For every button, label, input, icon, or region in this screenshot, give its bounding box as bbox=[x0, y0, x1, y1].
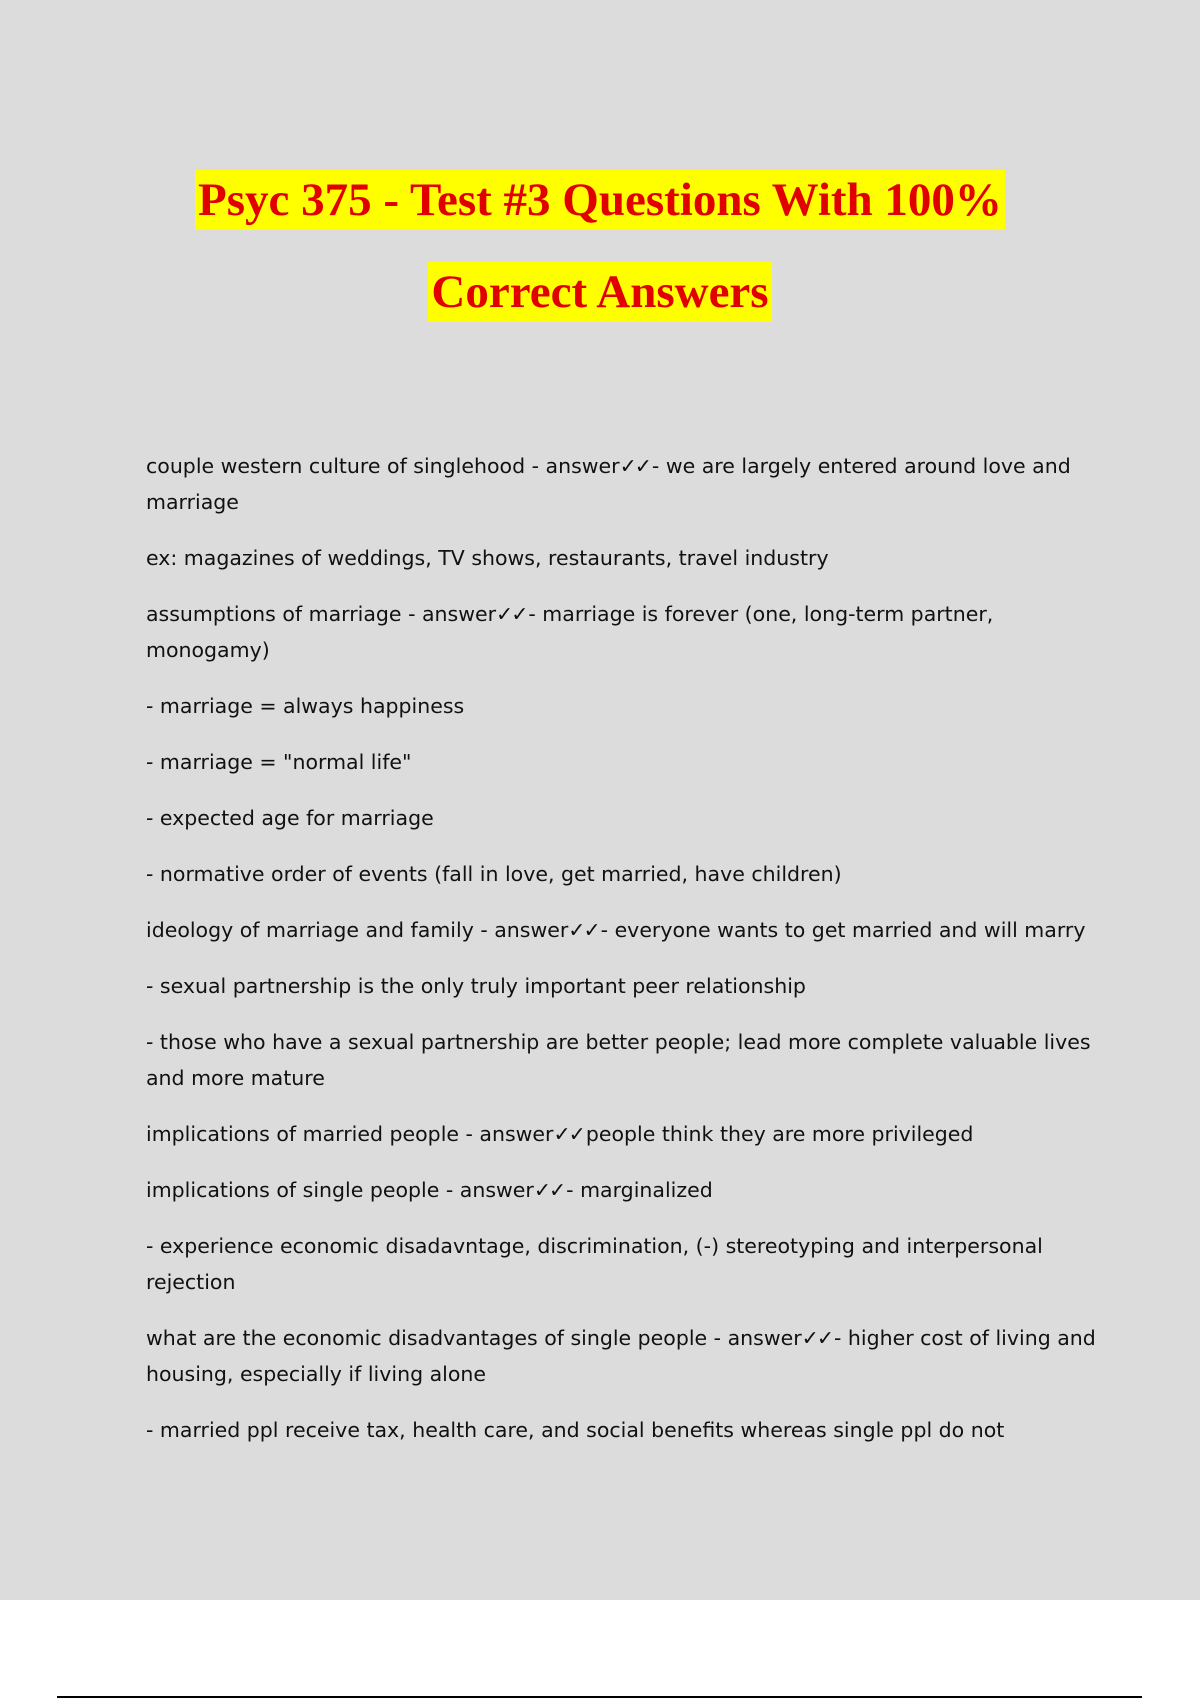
paragraph-answer: - everyone wants to get married and will marry bbox=[600, 918, 1086, 942]
checkmark-icon: ✓✓ bbox=[619, 454, 650, 478]
paragraph bbox=[146, 800, 1096, 836]
paragraph-text: - expected age for marriage bbox=[146, 806, 434, 830]
paragraph-text: couple western culture of singlehood - answer bbox=[146, 454, 620, 478]
footer-divider bbox=[57, 1696, 1142, 1698]
paragraph-answer: people think they are more privileged bbox=[585, 1122, 974, 1146]
paragraph bbox=[146, 968, 1096, 1004]
paragraph-text: ex: magazines of weddings, TV shows, restaurants, travel industry bbox=[146, 546, 829, 570]
paragraph-text: - experience economic disadavntage, discrimination, (-) stereotyping and interpersonal rejection bbox=[146, 1234, 1043, 1294]
paragraph-answer: - higher cost of living and housing, especially if living alone bbox=[146, 1326, 1096, 1386]
document-body bbox=[146, 448, 1096, 1468]
paragraph-text: ideology of marriage and family - answer bbox=[146, 918, 569, 942]
paragraph bbox=[146, 1320, 1096, 1392]
paragraph bbox=[146, 1024, 1096, 1096]
paragraph-answer: - marriage is forever (one, long-term partner, monogamy) bbox=[146, 602, 994, 662]
title-line-1: Psyc 375 - Test #3 Questions With 100% bbox=[195, 170, 1005, 230]
paragraph-text: what are the economic disadvantages of single people - answer bbox=[146, 1326, 802, 1350]
paragraph bbox=[146, 744, 1096, 780]
paragraph-text: - marriage = always happiness bbox=[146, 694, 465, 718]
document-title bbox=[0, 170, 1200, 354]
paragraph-text: implications of married people - answer bbox=[146, 1122, 554, 1146]
paragraph-text: - marriage = "normal life" bbox=[146, 750, 412, 774]
checkmark-icon: ✓✓ bbox=[533, 1178, 565, 1202]
paragraph bbox=[146, 688, 1096, 724]
paragraph bbox=[146, 1116, 1096, 1152]
paragraph bbox=[146, 1172, 1096, 1208]
paragraph bbox=[146, 448, 1096, 520]
paragraph-text: - married ppl receive tax, health care, and social benefits whereas single ppl do not bbox=[146, 1418, 1005, 1442]
paragraph bbox=[146, 856, 1096, 892]
paragraph-text: assumptions of marriage - answer bbox=[146, 602, 497, 626]
paragraph bbox=[146, 596, 1096, 668]
paragraph-text: implications of single people - answer bbox=[146, 1178, 534, 1202]
paragraph-text: - normative order of events (fall in love, get married, have children) bbox=[146, 862, 842, 886]
paragraph-answer: - we are largely entered around love and marriage bbox=[146, 454, 1071, 514]
paragraph bbox=[146, 540, 1096, 576]
checkmark-icon: ✓✓ bbox=[801, 1326, 832, 1350]
checkmark-icon: ✓✓ bbox=[568, 918, 599, 942]
checkmark-icon: ✓✓ bbox=[553, 1122, 584, 1146]
paragraph bbox=[146, 1228, 1096, 1300]
title-line-2: Correct Answers bbox=[428, 262, 771, 322]
paragraph-text: - sexual partnership is the only truly important peer relationship bbox=[146, 974, 806, 998]
paragraph bbox=[146, 912, 1096, 948]
paragraph-text: - those who have a sexual partnership are better people; lead more complete valuable lives and more mature bbox=[146, 1030, 1091, 1090]
paragraph bbox=[146, 1412, 1096, 1448]
checkmark-icon: ✓✓ bbox=[496, 602, 527, 626]
paragraph-answer: - marginalized bbox=[566, 1178, 713, 1202]
